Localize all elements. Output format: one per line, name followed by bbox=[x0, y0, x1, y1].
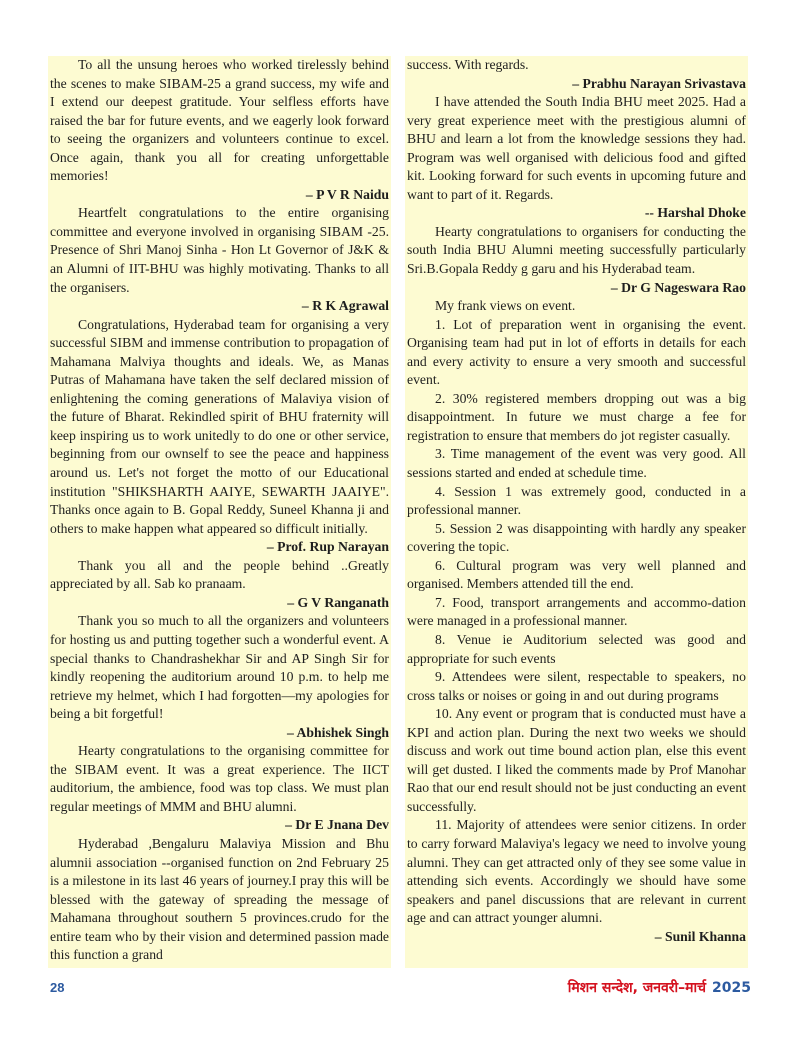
signature: – P V R Naidu bbox=[305, 186, 389, 202]
page-number: 28 bbox=[50, 980, 65, 995]
paragraph: Thank you so much to all the organizers and volunteers for hosting us and putting together such a wonderful event. A special thanks to Chandrashekhar Sir and AP Singh Sir for kindly reopening the auditorium around 10 p.m. to help me retrieve my helmet, which I had forgotten—my apologies for being a bit forgetful! bbox=[50, 613, 389, 722]
paragraph: 7. Food, transport arrangements and accommo-dation were managed in a professional manner. bbox=[407, 594, 746, 629]
paragraph: 5. Session 2 was disappointing with hardly any speaker covering the topic. bbox=[407, 520, 746, 555]
signature: – G V Ranganath bbox=[287, 594, 389, 610]
signature: – Sunil Khanna bbox=[654, 928, 746, 944]
paragraph: Thank you all and the people behind ..Greatly appreciated by all. Sab ko pranaam. bbox=[50, 557, 389, 592]
paragraph: 8. Venue ie Auditorium selected was good and appropriate for such events bbox=[407, 631, 746, 666]
paragraph: Hyderabad ,Bengaluru Malaviya Mission and Bhu alumnii association --organised function on 2nd February 25 is a milestone in its last 46 years of journey.I pray this will be blessed with the gateway of spreading the message of Mahamana throughout southern 5 provinces.crudo for the entire team who by their vision and determined passion made this function a grand bbox=[50, 835, 389, 963]
signature: – Prabhu Narayan Srivastava bbox=[572, 75, 746, 91]
paragraph: Heartfelt congratulations to the entire organising committee and everyone involved in organising SIBAM -25. Presence of Shri Manoj Sinha - Hon Lt Governor of J&K & an Alumni of IIT-BHU was highly motivating. Thanks to all the organisers. bbox=[50, 205, 389, 295]
journal-name bbox=[568, 978, 751, 997]
paragraph: To all the unsung heroes who worked tirelessly behind the scenes to make SIBAM-25 a grand success, my wife and I extend our deepest gratitude. Your selfless efforts have raised the bar for future events, and we eagerly look forward to seeing the organizers and volunteers continue to excel. Once again, thank you all for creating unforgettable memories! bbox=[50, 57, 389, 184]
page-footer bbox=[48, 976, 753, 1000]
paragraph: 9. Attendees were silent, respectable to speakers, no cross talks or noises or going in and out during programs bbox=[407, 669, 746, 703]
paragraph: 11. Majority of attendees were senior citizens. In order to carry forward Malaviya's legacy we need to involve young alumni. They can get attracted only of they see some value in attending sich events. Accordingly we should have some speakers and panel discussions that are relevant in current age and can attract younger alumni. bbox=[407, 817, 746, 926]
paragraph: My frank views on event. bbox=[435, 298, 576, 314]
paragraph: I have attended the South India BHU meet 2025. Had a very great experience meet with the prestigious alumni of BHU and learn a lot from the knowledge sessions they had. Program was well organised with delicious food and gifted kit. Looking forward for such events in upcoming future and want to part of it. Regards. bbox=[407, 94, 746, 202]
paragraph: 2. 30% registered members dropping out was a big disappointment. In future we must charge a fee for registration to ensure that members do jot register casually. bbox=[407, 390, 746, 443]
paragraph: 6. Cultural program was very well planned and organised. Members attended till the end. bbox=[407, 557, 746, 592]
paragraph: 3. Time management of the event was very good. All sessions started and ended at schedule time. bbox=[407, 446, 746, 481]
journal-year: 2025 bbox=[712, 980, 751, 996]
signature: – Dr G Nageswara Rao bbox=[610, 279, 746, 295]
paragraph: 10. Any event or program that is conducted must have a KPI and action plan. During the next two weeks we should discuss and work out time bound action plan, else this event will get dusted. I liked the comments made by Prof Manohar Rao that our end result should not be just conducting an event successfully. bbox=[407, 706, 746, 814]
signature: – Dr E Jnana Dev bbox=[285, 817, 389, 833]
paragraph: 1. Lot of preparation went in organising the event. Organising team had put in lot of efforts in details for each and every activity to ensure a very smooth and successful event. bbox=[407, 316, 746, 388]
signature: – Abhishek Singh bbox=[287, 724, 389, 740]
paragraph: Hearty congratulations to organisers for conducting the south India BHU Alumni meeting successfully particularly Sri.B.Gopala Reddy g garu and his Hyderabad team. bbox=[407, 223, 746, 277]
signature: – Prof. Rup Narayan bbox=[266, 539, 389, 555]
right-column bbox=[405, 56, 748, 968]
paragraph: Congratulations, Hyderabad team for organising a very successful SIBM and immense contribution to propagation of Mahamana Malviya thoughts and ideals. We, as Manas Putras of Mahamana have taken the self declared mission of enlightening the coming generations of Malaviya vision of the future of Bharat. Rekindled spirit of BHU fraternity will keep inspiring us to work unitedly to do one or other service, beginning from our ownself to see the peace and happiness around us. Let's not forget the motto of our Educational institution "SHIKSHARTH AAIYE, SEWARTH JAAIYE". Thanks once again to B. Gopal Reddy, Suneel Khanna ji and others to make happen what appeared so difficult initially. bbox=[50, 316, 389, 536]
journal-title: मिशन सन्देश, जनवरी–मार्च bbox=[567, 980, 707, 996]
signature: -- Harshal Dhoke bbox=[644, 205, 746, 221]
signature: – R K Agrawal bbox=[301, 298, 389, 314]
paragraph: 4. Session 1 was extremely good, conducted in a professional manner. bbox=[407, 483, 746, 518]
left-column bbox=[48, 56, 391, 968]
paragraph: success. With regards. bbox=[407, 57, 529, 72]
paragraph: Hearty congratulations to the organising committee for the SIBAM event. It was a great experience. The IICT auditorium, the ambience, food was top class. We must plan regular meetings of MMM and BHU alumni. bbox=[50, 743, 389, 814]
